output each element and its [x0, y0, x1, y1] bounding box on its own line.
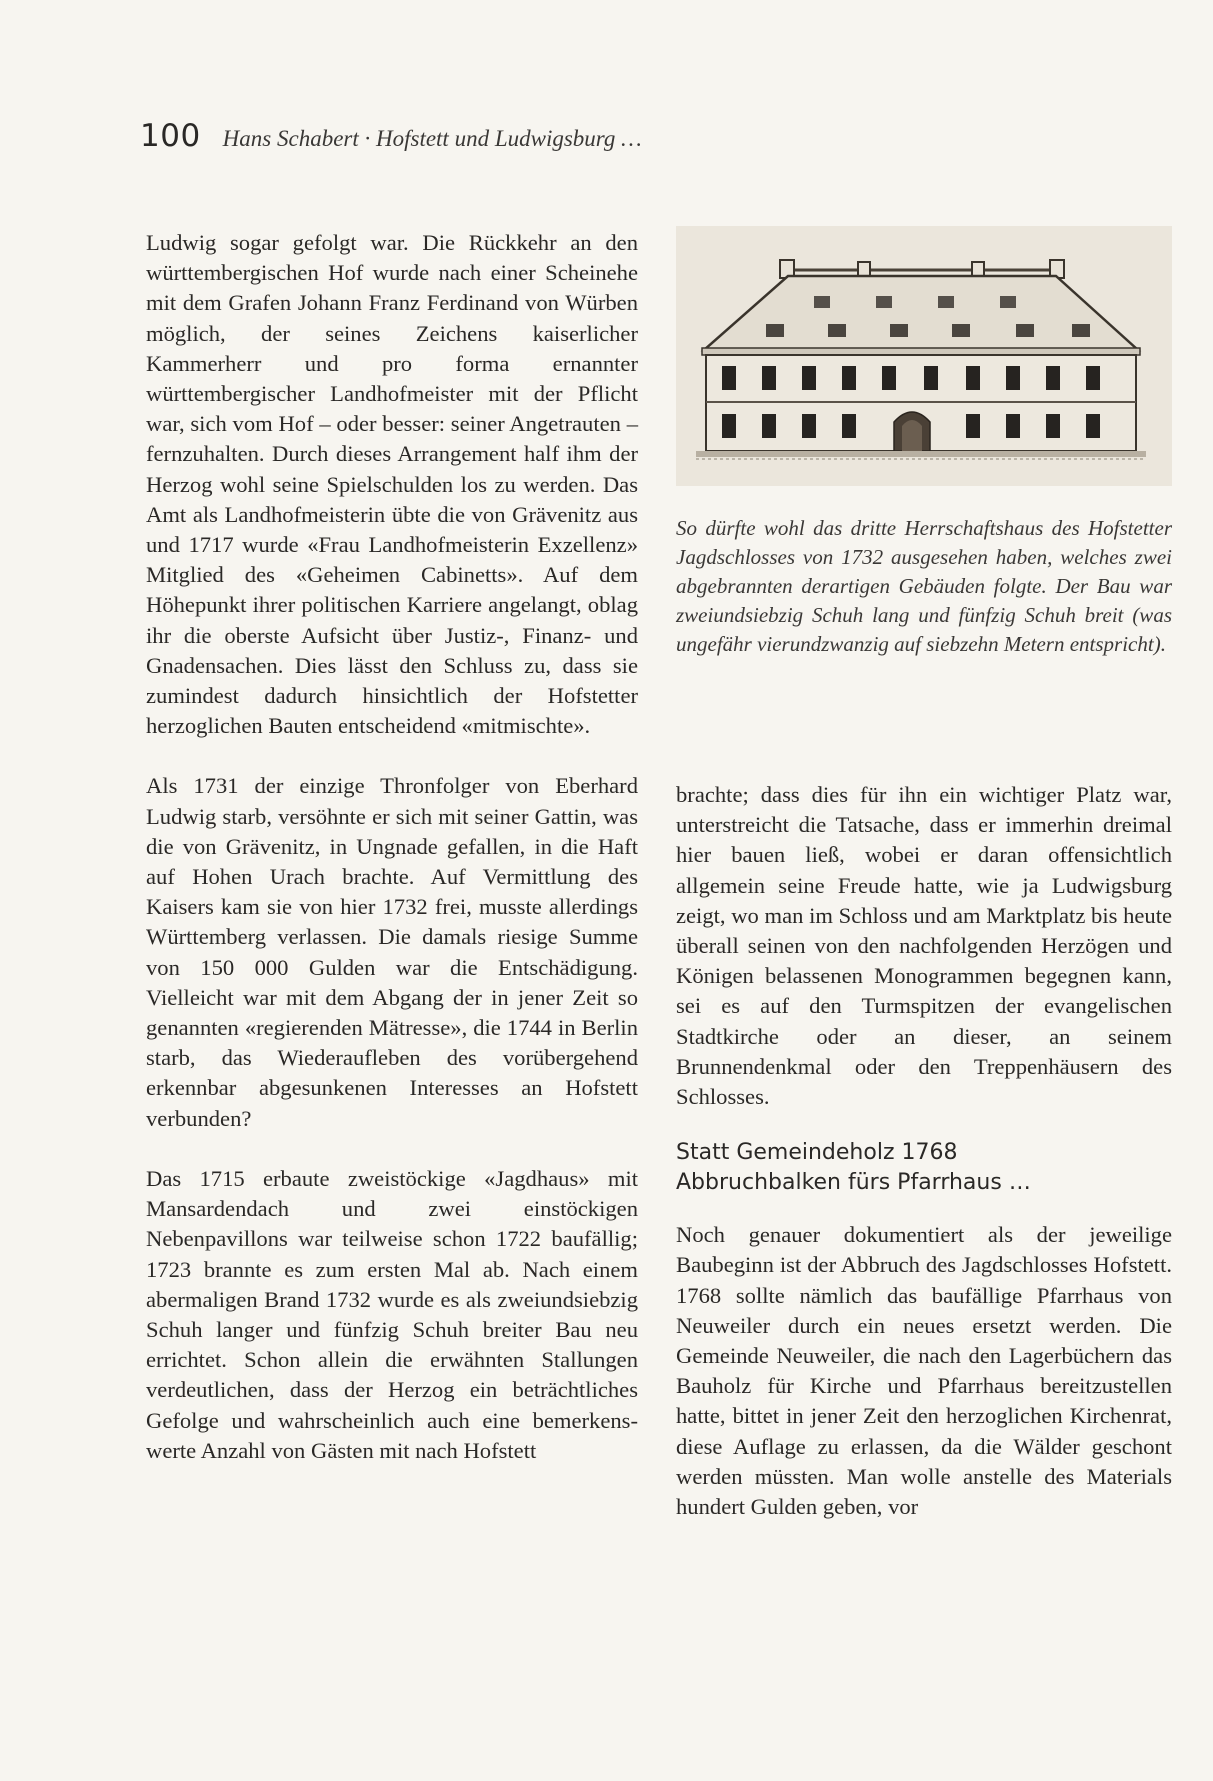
page-number: 100 [140, 118, 201, 154]
running-header [140, 118, 642, 154]
paragraph: Noch genauer dokumentiert als der jeweilige Baubeginn ist der Abbruch des Jagdschlosses Hofstett. 1768 sollte nämlich das baufällige Pfarrhaus von Neuweiler durch ein neues ersetzt werden. Die Gemeinde Neuweiler, die nach den Lagerbüchern das Bauholz für Kirche und Pfarrhaus bereitzustellen hatte, bittet in jener Zeit den herzoglichen Kirchenrat, diese Auflage zu erlassen, da die Wälder geschont werden müssten. Man wolle anstelle des Materials hundert Gulden geben, vor [676, 1222, 1172, 1520]
figure [676, 226, 1176, 659]
figure-caption: So dürfte wohl das dritte Herrschaftshaus des Hofstetter Jagdschlosses von 1732 ausgesehen haben, welches zwei abgebrannten derartigen Gebäuden folgte. Der Bau war zweiundsiebzig Schuh lang und fünfzig Schuh breit (was ungefähr vierundzwanzig auf siebzehn Metern entspricht). [676, 516, 1172, 656]
right-column [676, 780, 1172, 1522]
section-heading [676, 1138, 1172, 1198]
running-head: Hans Schabert · Hofstett und Ludwigsburg … [222, 126, 642, 151]
paragraph: Das 1715 erbaute zweistöckige «Jagdhaus» mit Mansardendach und zwei einstöckigen Nebenpavillons war teilweise schon 1722 baufällig; 1723 brannte es zum ersten Mal ab. Nach einem abermaligen Brand 1732 wurde es als zweiundsiebzig Schuh langer und fünfzig Schuh breiter Bau neu errichtet. Schon allein die erwähnten Stallungen verdeutlichen, dass der Herzog ein beträchtliches Gefolge und wahrscheinlich auch eine bemerkenswerte Anzahl von Gästen mit nach Hofstett [146, 1165, 638, 1463]
paragraph: Als 1731 der einzige Thronfolger von Eberhard Ludwig starb, versöhnte er sich mit seiner Gattin, was die von Grävenitz, in Ungnade gefallen, in die Haft auf Hohen Urach brachte. Auf Vermittlung des Kaisers kam sie von hier 1732 frei, musste allerdings Württemberg verlassen. Die damals riesige Summe von 150 000 Gulden war die Entschädigung. Vielleicht war mit dem Abgang der in jener Zeit so genannten «regierenden Mätresse», die 1744 in Berlin starb, das Wiederaufleben des vorübergehend erkennbar abgesunkenen Interesses an Hofstett verbunden? [146, 773, 638, 1131]
left-column [146, 228, 638, 1466]
hunting-lodge-drawing [676, 226, 1172, 486]
section-heading-line: Abbruchbalken fürs Pfarrhaus … [676, 1170, 1031, 1196]
paragraph: brachte; dass dies für ihn ein wichtiger Platz war, unterstreicht die Tatsache, dass er immerhin dreimal hier bauen ließ, wobei er daran offensichtlich allgemein seine Freude hatte, wie ja Ludwigsburg zeigt, wo man im Schloss und am Marktplatz bis heute überall seinen von den nachfolgenden Herzögen und Königen belassenen Monogrammen begegnen kann, sei es auf den Turmspitzen der evangelischen Stadtkirche oder an dieser, an seinem Brunnendenkmal oder den Treppenhäusern des Schlosses. [676, 782, 1172, 1110]
paragraph: Ludwig sogar gefolgt war. Die Rückkehr an den württembergischen Hof wurde nach einer Scheinehe mit dem Grafen Johann Franz Ferdinand von Würben möglich, der seines Zeichens kaiserlicher Kammerherr und pro forma ernannter württembergischer Landhofmeister mit der Pflicht war, sich vom Hof – oder besser: seiner Angetrauten – fernzuhalten. Durch dieses Arrangement half ihm der Herzog wohl seine Spielschulden los zu werden. Das Amt als Landhofmeisterin übte die von Grävenitz aus und 1717 wurde «Frau Landhofmeisterin Exzellenz» Mitglied des «Geheimen Cabinetts». Auf dem Höhepunkt ihrer politischen Karriere angelangt, oblag ihr die oberste Aufsicht über Justiz-, Finanz- und Gnadensachen. Dies lässt den Schluss zu, dass sie zumindest dadurch hinsichtlich der Hofstetter herzoglichen Bauten entscheidend «mitmischte». [146, 230, 638, 739]
hunting-lodge-illustration [676, 226, 1172, 486]
section-heading-line: Statt Gemeindeholz 1768 [676, 1140, 958, 1166]
